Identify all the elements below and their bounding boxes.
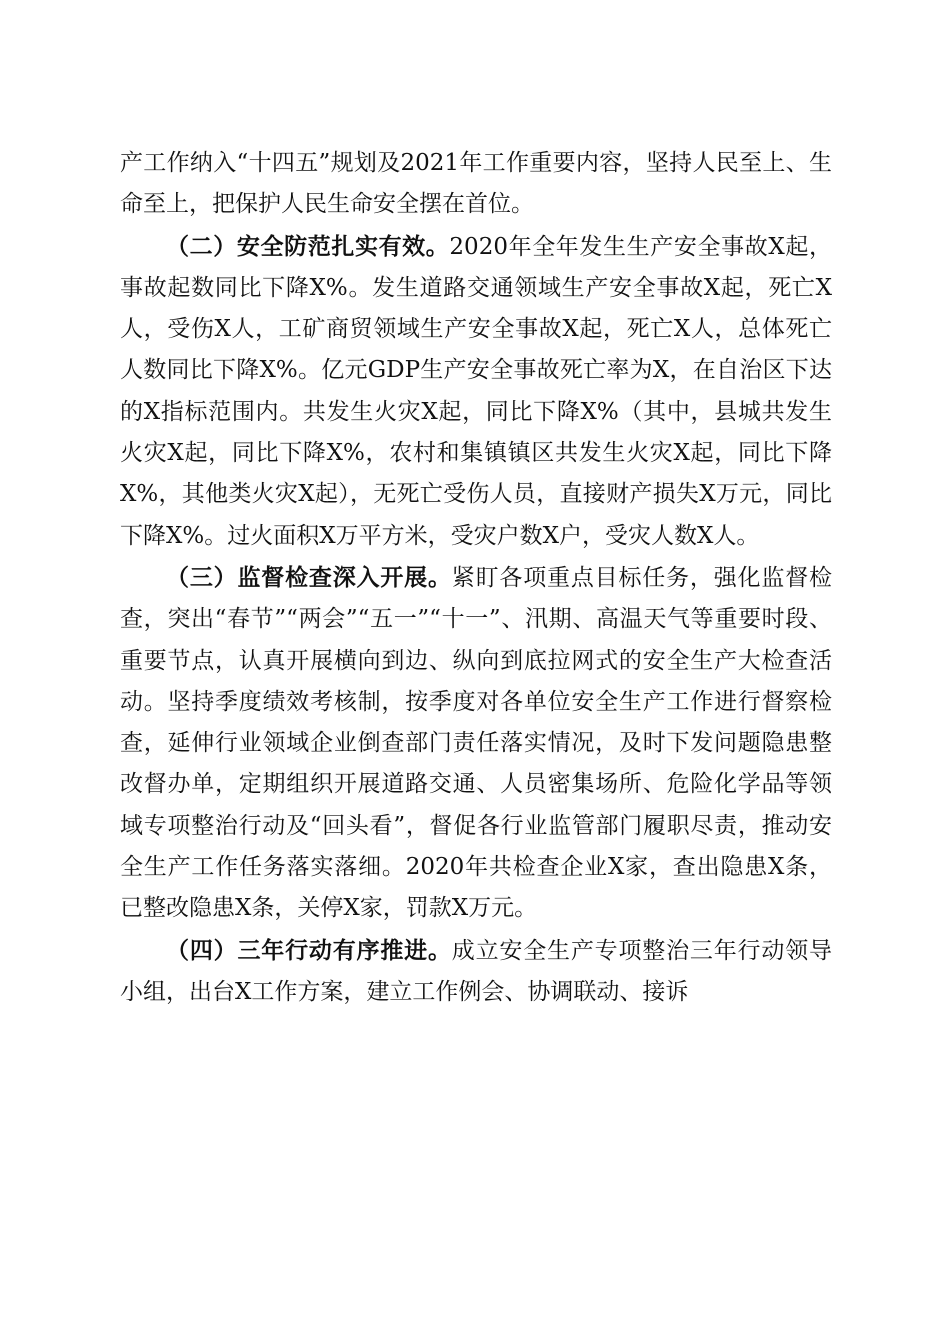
paragraph-heading: （三）监督检查深入开展。 [166, 563, 452, 591]
paragraph-body: 成立安全生产专项整治三年行动领导小组，出台X工作方案，建立工作例会、协调联动、接诉 [120, 937, 833, 1005]
paragraph-body: 产工作纳入“十四五”规划及2021年工作重要内容，坚持人民至上、生命至上，把保护人民生命安全摆在首位。 [120, 150, 832, 218]
paragraph-safety-prevention [120, 226, 832, 557]
paragraph-body: 2020年全年发生生产安全事故X起，事故起数同比下降X%。发生道路交通领域生产安全事故X起，死亡X人，受伤X人，工矿商贸领域生产安全事故X起，死亡X人，总体死亡人数同比下降X%。亿元GDP生产安全事故死亡率为X，在自治区下达的X指标范围内。共发生火灾X起，同比下降X%（其中，县城共发生火灾X起，同比下降X%，农村和集镇镇区共发生火灾X起，同比下降X%，其他类火灾X起），无死亡受伤人员，直接财产损失X万元，同比下降X%。过火面积X万平方米，受灾户数X户，受灾人数X人。 [120, 233, 832, 549]
paragraph-supervision-inspection [120, 557, 832, 930]
document-body [120, 143, 832, 1013]
paragraph-continuation [120, 143, 832, 226]
paragraph-heading: （四）三年行动有序推进。 [166, 936, 452, 964]
paragraph-body: 紧盯各项重点目标任务，强化监督检查，突出“春节”“两会”“五一”“十一”、汛期、高温天气等重要时段、重要节点，认真开展横向到边、纵向到底拉网式的安全生产大检查活动。坚持季度绩效考核制，按季度对各单位安全生产工作进行督察检查，延伸行业领域企业倒查部门责任落实情况，及时下发问题隐患整改督办单，定期组织开展道路交通、人员密集场所、危险化学品等领域专项整治行动及“回头看”，督促各行业监管部门履职尽责，推动安全生产工作任务落实落细。2020年共检查企业X家，查出隐患X条，已整改隐患X条，关停X家，罚款X万元。 [120, 564, 833, 922]
paragraph-heading: （二）安全防范扎实有效。 [166, 232, 450, 260]
paragraph-three-year-action [120, 930, 832, 1014]
